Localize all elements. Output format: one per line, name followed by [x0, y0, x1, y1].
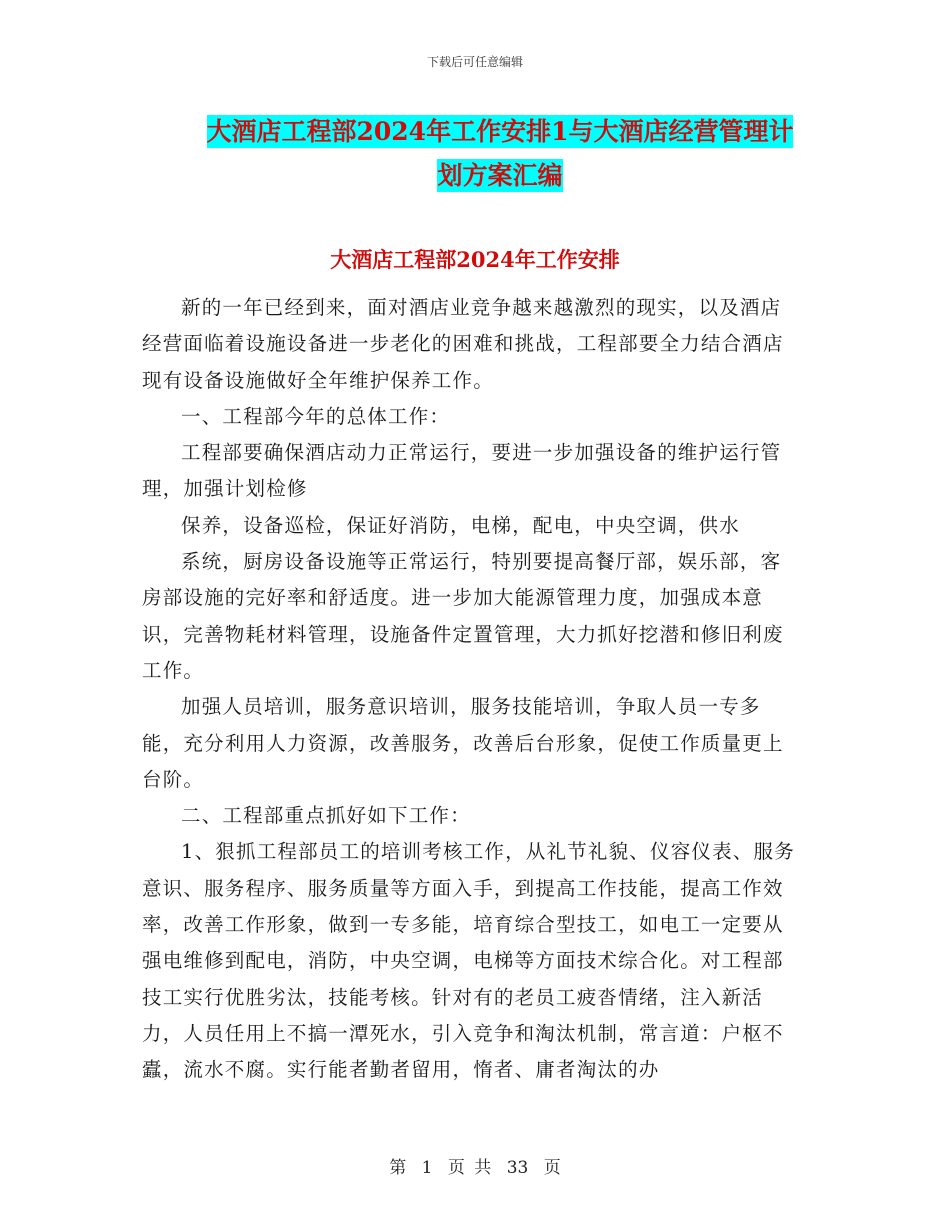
footer-mid: 页 共	[447, 1158, 492, 1178]
footer-page-number: 1	[421, 1158, 433, 1178]
paragraph-overall-2: 保养，设备巡检，保证好消防，电梯，配电，中央空调，供水	[181, 513, 740, 537]
paragraph-heading-1: 一、工程部今年的总体工作：	[181, 404, 451, 428]
section-title: 大酒店工程部2024年工作安排	[330, 247, 620, 272]
page-footer	[0, 1153, 950, 1178]
paragraph-heading-2: 二、工程部重点抓好如下工作：	[181, 804, 471, 828]
document-body	[142, 290, 798, 1089]
page-header-note: 下载后可任意编辑	[426, 55, 523, 69]
paragraph-overall-3: 系统，厨房设备设施等正常运行，特别要提高餐厅部，娱乐部，客房部设施的完好率和舒适度。进一步加大能源管理力度，加强成本意识，完善物耗材料管理，设施备件定置管理，大力抓好挖潜和修旧利废工作。	[142, 550, 784, 682]
paragraph-item-1: 1、狠抓工程部员工的培训考核工作，从礼节礼貌、仪容仪表、服务意识、服务程序、服务质量等方面入手，到提高工作技能，提高工作效率，改善工作形象，做到一专多能，培育综合型技工，如电工一定要从强电维修到配电，消防，中央空调，电梯等方面技术综合化。对工程部技工实行优胜劣汰，技能考核。针对有的老员工疲沓情绪，注入新活力，人员任用上不搞一潭死水，引入竞争和淘汰机制，常言道：户枢不蠹，流水不腐。实行能者勤者留用，惰者、庸者淘汰的办	[142, 840, 795, 1082]
paragraph-training: 加强人员培训，服务意识培训，服务技能培训，争取人员一专多能，充分利用人力资源，改善服务，改善后台形象，促使工作质量更上台阶。	[142, 695, 784, 791]
footer-prefix: 第	[389, 1158, 407, 1178]
footer-suffix: 页	[543, 1158, 561, 1178]
paragraph-intro: 新的一年已经到来，面对酒店业竞争越来越激烈的现实，以及酒店经营面临着设施设备进一步老化的困难和挑战，工程部要全力结合酒店现有设备设施做好全年维护保养工作。	[142, 296, 784, 392]
footer-total-pages: 33	[506, 1158, 529, 1178]
document-title-line-1: 大酒店工程部2024年工作安排1与大酒店经营管理计	[206, 117, 794, 146]
document-title	[150, 110, 850, 198]
paragraph-overall-1: 工程部要确保酒店动力正常运行，要进一步加强设备的维护运行管理，加强计划检修	[142, 441, 782, 501]
document-title-line-2: 划方案汇编	[437, 161, 563, 190]
